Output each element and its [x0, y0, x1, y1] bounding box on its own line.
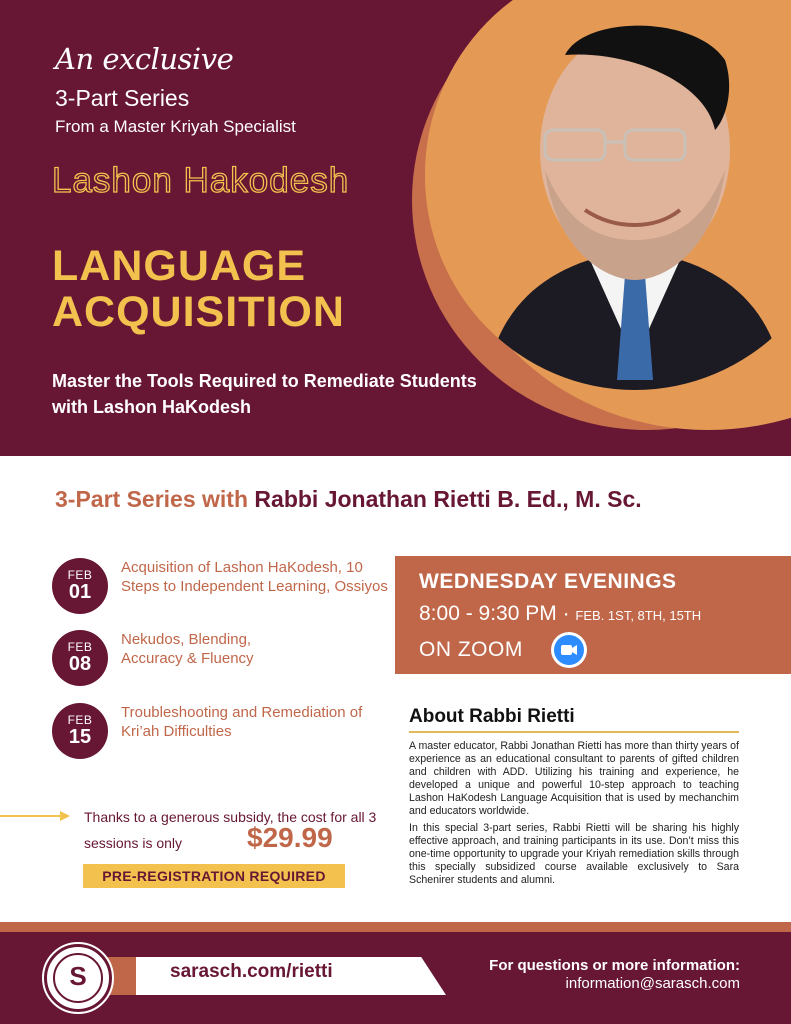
hero-tagline: Master the Tools Required to Remediate Students with Lashon HaKodesh — [52, 371, 477, 417]
book-logo-icon — [44, 944, 112, 1012]
session-description: Acquisition of Lashon HaKodesh, 10 Steps to Independent Learning, Ossiyos — [121, 559, 388, 595]
contact-email[interactable]: information@sarasch.com — [565, 975, 740, 992]
schedule-time-row — [419, 602, 701, 626]
date-badge — [52, 630, 108, 686]
lashon-hakodesh-heading: Lashon Hakodesh — [52, 161, 350, 200]
price: $29.99 — [247, 822, 333, 853]
date-month: FEB — [67, 713, 93, 727]
specialist-subheading: From a Master Kriyah Specialist — [55, 117, 296, 136]
schedule-location: ON ZOOM — [419, 638, 523, 661]
date-badge — [52, 703, 108, 759]
page-title: LANGUAGE ACQUISITION — [52, 242, 345, 336]
date-month: FEB — [67, 568, 93, 582]
date-day: 08 — [68, 653, 92, 675]
about-heading: About Rabbi Rietti — [409, 706, 575, 727]
footer-stripe — [0, 922, 791, 932]
series-prefix: 3-Part Series with — [55, 486, 249, 512]
arrow-right-icon — [0, 810, 70, 822]
schedule-box — [395, 556, 791, 674]
date-day: 15 — [68, 726, 92, 748]
date-month: FEB — [67, 640, 93, 654]
series-presenter-heading — [55, 486, 642, 513]
session-description: Troubleshooting and Remediation of Kri’ah Difficulties — [121, 704, 363, 740]
about-divider — [409, 731, 739, 733]
logo-letter: S — [69, 961, 87, 991]
date-badge — [52, 558, 108, 614]
session-description: Nekudos, Blending, Accuracy & Fluency — [121, 631, 254, 667]
hero-banner — [0, 0, 791, 456]
presenter-name: Rabbi Jonathan Rietti B. Ed., M. Sc. — [254, 486, 642, 512]
schedule-separator: · — [556, 602, 576, 625]
about-paragraph: In this special 3-part series, Rabbi Rietti will be sharing his highly effective approach, and training participants in its use. Don’t miss this one-time opportunity to upgrade your Kriyah remediation skills through this specially subsidized course available exclusively to Sara Schenirer students and alumni. — [409, 822, 739, 886]
zoom-camera-icon — [551, 632, 587, 668]
schedule-dates: FEB. 1ST, 8TH, 15TH — [575, 608, 702, 623]
subsidy-note: Thanks to a generous subsidy, the cost for all 3 sessions is only — [84, 809, 377, 851]
series-heading: 3-Part Series — [55, 85, 190, 111]
registration-link[interactable]: sarasch.com/rietti — [170, 961, 333, 982]
schedule-heading: WEDNESDAY EVENINGS — [419, 570, 677, 593]
exclusive-script-text: An exclusive — [55, 42, 234, 76]
rabbi-portrait-photo — [425, 0, 791, 390]
about-paragraph: A master educator, Rabbi Jonathan Rietti has more than thirty years of experience as an educational consultant to parents of gifted children and children with ADD. Utilizing his training and experience, he developed a unique and powerful 10-step approach to teaching Lashon HaKodesh Language Acquisition that is used by mechanchim and educators worldwide. — [409, 740, 739, 817]
questions-label: For questions or more information: — [489, 957, 740, 974]
schedule-time: 8:00 - 9:30 PM — [419, 602, 557, 625]
date-day: 01 — [68, 581, 92, 603]
preregistration-banner: PRE-REGISTRATION REQUIRED — [83, 864, 345, 888]
